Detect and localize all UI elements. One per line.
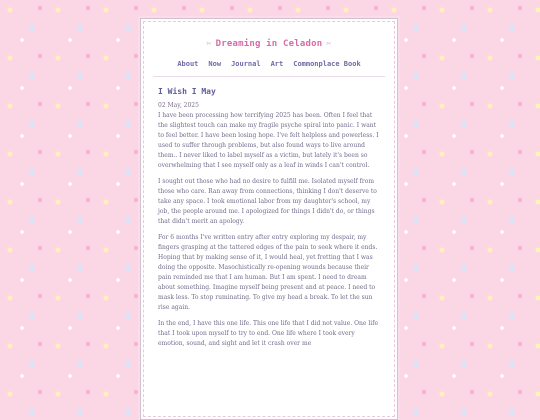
entry-paragraph-4: In the end, I have this one life. This one life that I did not value. One life that I took upon myself to try to end. One life where I took every emotion, sound, and sight and let it crash over me bbox=[158, 320, 378, 347]
entry-paragraph-2: I sought out those who had no desire to fulfill me. Isolated myself from those who care. Ran away from connections, thinking I don't deserve to take any space. I took emotional labor from my daughter's school, my job, the people around me. I apologized for things I didn't do, or things that didn't merit an apology. bbox=[158, 178, 377, 225]
entry-date: 02 May, 2025 bbox=[158, 102, 199, 109]
left-ribbon-icon: ✂ bbox=[206, 39, 212, 48]
entry-paragraph-3: For 6 months I've written entry after entry exploring my despair, my fingers grasping at the tattered edges of the pain to seek where it ends. Hoping that by making sense of it, I would heal, yet fretting that I was doing the opposite. Masochistically re-opening wounds because their pain reminded me that I am human. But I am spent. I need to dream about something. Imagine myself being present and at peace. I need to mask less. To stop ruminating. To give my head a break. To let the sun rise again. bbox=[158, 234, 378, 311]
page-card bbox=[140, 18, 398, 420]
nav-link-art[interactable]: Art bbox=[270, 60, 284, 68]
main-nav bbox=[141, 60, 397, 68]
entry-title: I Wish I May bbox=[158, 87, 216, 96]
right-ribbon-icon: ✂ bbox=[326, 39, 332, 48]
site-header bbox=[141, 19, 397, 68]
entry-content bbox=[141, 77, 397, 349]
site-title: Dreaming in Celadon bbox=[215, 38, 323, 49]
entry-paragraph-1: I have been processing how terrifying 2025 has been. Often I feel that the slightest touch can make my fragile psyche spiral into panic. I want to feel better. I have been losing hope. I've felt helpless and powerless. I used to suffer through problems, but also found ways to live around them.. I never liked to label myself as a victim, but lately it's been so overwhelming that I see myself only as a leaf in winds I can't control. bbox=[158, 112, 379, 169]
nav-link-commonplace-book[interactable]: Commonplace Book bbox=[293, 60, 361, 68]
nav-link-about[interactable]: About bbox=[177, 60, 199, 68]
nav-link-journal[interactable]: Journal bbox=[231, 60, 261, 68]
site-title-wrapper bbox=[207, 39, 332, 49]
nav-link-now[interactable]: Now bbox=[208, 60, 222, 68]
